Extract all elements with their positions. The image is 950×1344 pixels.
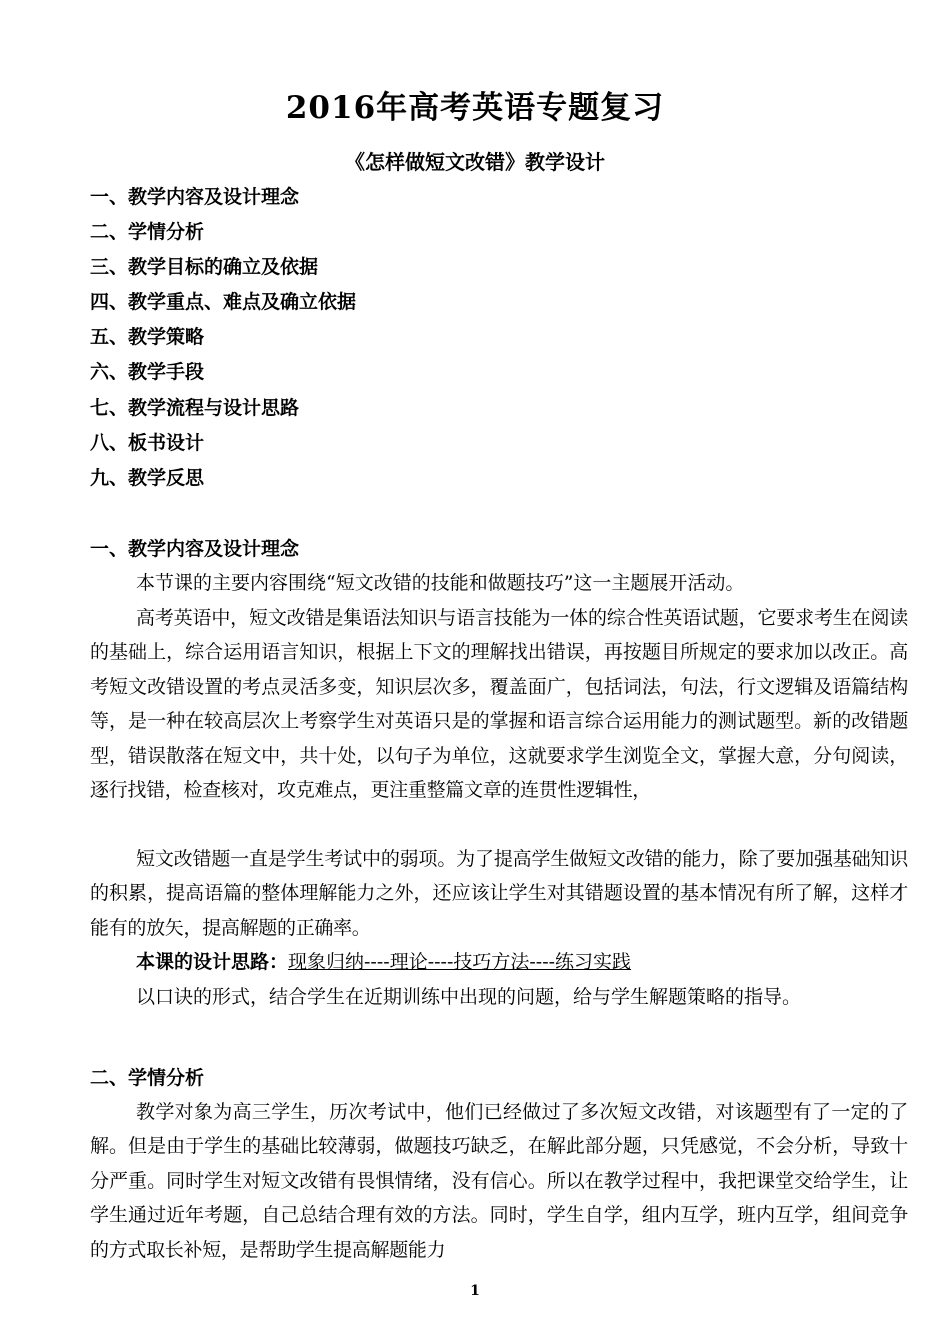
design-idea-text: 现象归纳----理论----技巧方法----练习实践 bbox=[288, 951, 632, 973]
toc-item: 五、教学策略 bbox=[90, 326, 205, 349]
paragraph: 教学对象为高三学生，历次考试中，他们已经做过了多次短文改错，对该题型有了一定的了解。但是由于学生的基础比较薄弱，做题技巧缺乏，在解此部分题，只凭感觉，不会分析，导致十分严重。同时学生对短文改错有畏惧情绪，没有信心。所以在教学过程中，我把课堂交给学生，让学生通过近年考题，自己总结合理有效的方法。同时，学生自学，组内互学，班内互学，组间竞争的方式取长补短，是帮助学生提高解题能力 bbox=[90, 1101, 908, 1261]
document-title: 2016年高考英语专题复习 bbox=[285, 90, 665, 126]
design-idea-label: 本课的设计思路： bbox=[136, 951, 289, 973]
toc-item: 八、板书设计 bbox=[90, 431, 205, 454]
toc-item: 四、教学重点、难点及确立依据 bbox=[90, 291, 357, 314]
toc-item: 一、教学内容及设计理念 bbox=[90, 186, 300, 208]
paragraph: 本节课的主要内容围绕“短文改错的技能和做题技巧”这一主题展开活动。 bbox=[136, 572, 745, 594]
section-heading: 二、学情分析 bbox=[90, 1067, 205, 1089]
paragraph: 以口诀的形式，结合学生在近期训练中出现的问题，给与学生解题策略的指导。 bbox=[136, 986, 802, 1008]
document-subtitle: 《怎样做短文改错》教学设计 bbox=[345, 150, 605, 174]
page-number: 1 bbox=[470, 1283, 480, 1299]
toc-item: 七、教学流程与设计思路 bbox=[90, 396, 300, 419]
toc-item: 六、教学手段 bbox=[90, 361, 205, 384]
paragraph: 短文改错题一直是学生考试中的弱项。为了提高学生做短文改错的能力，除了要加强基础知识的积累，提高语篇的整体理解能力之外，还应该让学生对其错题设置的基本情况有所了解，这样才能有的放矢，提高解题的正确率。 bbox=[90, 848, 908, 939]
toc-item: 九、教学反思 bbox=[90, 466, 205, 489]
toc-item: 二、学情分析 bbox=[90, 221, 205, 244]
paragraph: 高考英语中，短文改错是集语法知识与语言技能为一体的综合性英语试题，它要求考生在阅读的基础上，综合运用语言知识，根据上下文的理解找出错误，再按题目所规定的要求加以改正。高考短文改错设置的考点灵活多变，知识层次多，覆盖面广，包括词法，句法，行文逻辑及语篇结构等，是一种在较高层次上考察学生对英语只是的掌握和语言综合运用能力的测试题型。新的改错题型，错误散落在短文中，共十处，以句子为单位，这就要求学生浏览全文，掌握大意，分句阅读，逐行找错，检查核对，攻克难点，更注重整篇文章的连贯性逻辑性， bbox=[90, 607, 908, 802]
toc-item: 三、教学目标的确立及依据 bbox=[90, 256, 319, 279]
table-of-contents bbox=[90, 180, 870, 496]
section-heading: 一、教学内容及设计理念 bbox=[90, 538, 300, 560]
design-idea-line bbox=[90, 945, 908, 979]
